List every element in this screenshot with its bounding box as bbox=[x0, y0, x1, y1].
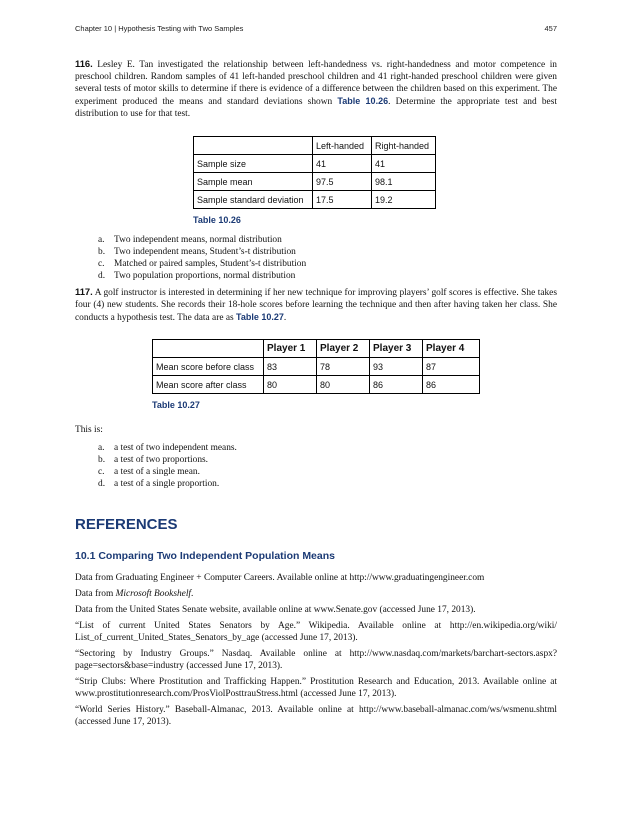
table-cell: 97.5 bbox=[313, 173, 372, 191]
list-item bbox=[98, 258, 557, 270]
table-caption: Table 10.26 bbox=[193, 215, 241, 225]
reference-item bbox=[75, 704, 557, 728]
table-cell: 87 bbox=[423, 358, 480, 376]
table-cell: 80 bbox=[317, 376, 370, 394]
question-text-end: . bbox=[283, 313, 287, 323]
table-header-cell: Player 3 bbox=[370, 340, 423, 358]
reference-text: “Strip Clubs: Where Prostitution and Trafficking Happen.” Prostitution Research and Education, 2013. Available online at www.prostitutionresearch.com/ProsViolPosttrauStress.html (accessed June 17, 2013). bbox=[75, 677, 557, 699]
reference-item bbox=[75, 676, 557, 700]
question-text: A golf instructor is interested in determining if her new technique for improving players’ golf scores is effective. She takes four (4) new students. She records their 18-hole scores before learning the technique and then after having taken her class. She conducts a hypothesis test. The data are as bbox=[75, 288, 557, 323]
table-link[interactable]: Table 10.27 bbox=[235, 312, 284, 322]
option-text: a test of a single mean. bbox=[114, 467, 200, 477]
table-header-row bbox=[153, 340, 480, 358]
reference-item bbox=[75, 620, 557, 644]
table-cell: Sample mean bbox=[194, 173, 313, 191]
table-cell: 86 bbox=[370, 376, 423, 394]
references-subheading: 10.1 Comparing Two Independent Population Means bbox=[75, 550, 335, 562]
option-letter: b. bbox=[98, 455, 106, 465]
list-item bbox=[98, 466, 557, 478]
question-117 bbox=[75, 286, 557, 324]
table-header-cell: Left-handed bbox=[313, 137, 372, 155]
table-header-cell: Player 2 bbox=[317, 340, 370, 358]
table-cell: Sample standard deviation bbox=[194, 191, 313, 209]
page-number: 457 bbox=[544, 24, 557, 33]
page-content bbox=[75, 58, 557, 732]
table-10-26 bbox=[193, 136, 436, 209]
question-116 bbox=[75, 58, 557, 120]
table-row bbox=[194, 173, 436, 191]
reference-text: “List of current United States Senators by Age.” Wikipedia. Available online at http://en.wikipedia.org/wiki/ List_of_current_United_States_Senators_by_age (accessed June 17, 2013). bbox=[75, 621, 557, 643]
question-prompt: This is: bbox=[75, 425, 103, 435]
option-letter: b. bbox=[98, 247, 106, 257]
table-cell: 93 bbox=[370, 358, 423, 376]
reference-text: “Sectoring by Industry Groups.” Nasdaq. Available online at http://www.nasdaq.com/markets/barchart-sectors.aspx?page=sectors&base=industry (accessed June 17, 2013). bbox=[75, 649, 557, 671]
table-cell: 78 bbox=[317, 358, 370, 376]
question-text: Lesley E. Tan investigated the relationship between left-handedness vs. right-handedness and motor competence in preschool children. Random samples of 41 left-handed preschool children and 41 right-handed preschool children were given several tests of motor skills to determine if there is evidence of a difference between the children based on this experiment. The experiment produced the means and standard deviations shown bbox=[75, 60, 557, 107]
option-text: Two independent means, Student’s-t distribution bbox=[114, 247, 296, 257]
table-cell: 83 bbox=[264, 358, 317, 376]
table-cell: Mean score before class bbox=[153, 358, 264, 376]
option-text: Two independent means, normal distribution bbox=[114, 235, 282, 245]
list-item bbox=[98, 478, 557, 490]
table-10-27-wrapper bbox=[152, 339, 557, 410]
question-number: 117. bbox=[75, 286, 93, 297]
table-row bbox=[153, 376, 480, 394]
option-letter: d. bbox=[98, 479, 106, 489]
table-cell: Mean score after class bbox=[153, 376, 264, 394]
option-text: a test of two independent means. bbox=[114, 443, 237, 453]
table-link[interactable]: Table 10.26 bbox=[337, 96, 389, 106]
question-number: 116. bbox=[75, 58, 93, 69]
table-header-cell: Player 4 bbox=[423, 340, 480, 358]
option-text: a test of a single proportion. bbox=[114, 479, 220, 489]
option-letter: d. bbox=[98, 271, 106, 281]
table-cell: 98.1 bbox=[372, 173, 436, 191]
reference-item bbox=[75, 572, 557, 584]
page-header bbox=[75, 24, 557, 33]
table-header-cell: Player 1 bbox=[264, 340, 317, 358]
table-cell: 17.5 bbox=[313, 191, 372, 209]
list-item bbox=[98, 246, 557, 258]
reference-text: Data from bbox=[75, 589, 116, 599]
list-item bbox=[98, 234, 557, 246]
option-text: a test of two proportions. bbox=[114, 455, 208, 465]
reference-text: Data from the United States Senate website, available online at www.Senate.gov (accessed June 17, 2013). bbox=[75, 605, 476, 615]
option-letter: c. bbox=[98, 259, 105, 269]
table-cell: Sample size bbox=[194, 155, 313, 173]
reference-text-end: . bbox=[191, 589, 194, 599]
options-116 bbox=[98, 234, 557, 282]
table-header-cell: Right-handed bbox=[372, 137, 436, 155]
table-cell: 86 bbox=[423, 376, 480, 394]
table-10-27 bbox=[152, 339, 480, 394]
table-cell: 80 bbox=[264, 376, 317, 394]
table-cell: 41 bbox=[372, 155, 436, 173]
reference-italic: Microsoft Bookshelf bbox=[115, 589, 192, 599]
table-header-row bbox=[194, 137, 436, 155]
reference-item bbox=[75, 604, 557, 616]
reference-text: “World Series History.” Baseball-Almanac, 2013. Available online at http://www.baseball-almanac.com/ws/wsmenu.shtml (accessed June 17, 2013). bbox=[75, 705, 557, 727]
table-cell: 19.2 bbox=[372, 191, 436, 209]
option-text: Two population proportions, normal distribution bbox=[114, 271, 296, 281]
list-item bbox=[98, 270, 557, 282]
table-10-26-wrapper bbox=[193, 136, 557, 225]
table-row bbox=[194, 191, 436, 209]
table-row bbox=[194, 155, 436, 173]
table-header-cell bbox=[153, 340, 264, 358]
references-heading: REFERENCES bbox=[75, 516, 178, 533]
option-letter: a. bbox=[98, 443, 105, 453]
option-text: Matched or paired samples, Student’s-t distribution bbox=[114, 259, 307, 269]
table-caption: Table 10.27 bbox=[152, 400, 200, 410]
reference-item bbox=[75, 588, 557, 600]
list-item bbox=[98, 454, 557, 466]
option-letter: c. bbox=[98, 467, 105, 477]
list-item bbox=[98, 442, 557, 454]
table-cell: 41 bbox=[313, 155, 372, 173]
option-letter: a. bbox=[98, 235, 105, 245]
chapter-title: Chapter 10 | Hypothesis Testing with Two Samples bbox=[75, 24, 244, 33]
reference-item bbox=[75, 648, 557, 672]
options-117 bbox=[98, 442, 557, 490]
references-list bbox=[75, 572, 557, 728]
table-header-cell bbox=[194, 137, 313, 155]
reference-text: Data from Graduating Engineer + Computer Careers. Available online at http://www.graduatingengineer.com bbox=[75, 573, 485, 583]
table-row bbox=[153, 358, 480, 376]
question-text-end: . Determine the appropriate test and best distribution to use for that test. bbox=[75, 97, 557, 119]
